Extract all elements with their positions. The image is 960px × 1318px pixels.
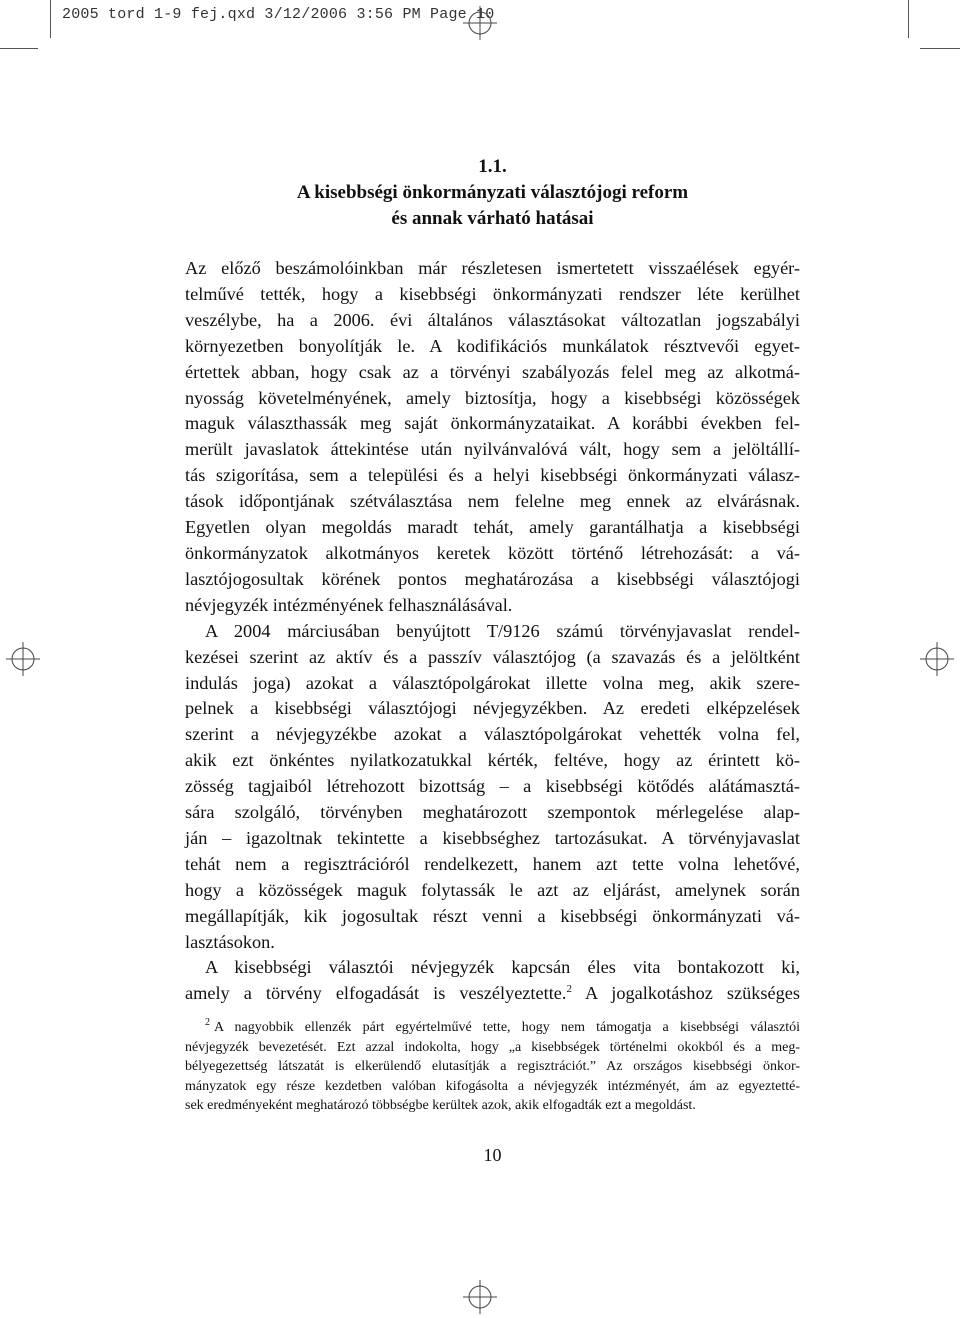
paragraph2-line: kezései szerint az aktív és a passzív választójog (a szavazás és a jelöltként (185, 646, 800, 667)
footnote-text: bélyegezettség látszatát is elkerülendő elutasítják a regisztrációt.” Az országos kisebbségi önkor- (185, 1059, 800, 1075)
section-number: 1.1. (478, 156, 507, 177)
paragraph2-line: megállapítják, kik jogosultak részt venni a kisebbségi önkormányzati vá- (185, 905, 800, 926)
footnote-text: névjegyzék bevezetését. Ezt azzal indokolta, hogy „a kisebbségek történelmi okokból és a meg- (185, 1039, 800, 1055)
paragraph2-line: tehát nem a regisztrációról rendelkezett, hanem azt tette volna lehetővé, (185, 853, 800, 874)
paragraph-1 (185, 256, 800, 619)
paragraph2-line: lasztásokon. (185, 931, 275, 952)
registration-mark-right (920, 642, 954, 676)
paragraph2-line: ján – igazoltnak tekintette a kisebbséghez tartozásukat. A törvényjavaslat (185, 827, 800, 848)
paragraph2-line: sára szolgáló, törvényben meghatározott szempontok mérlegelése alap- (185, 802, 800, 823)
paragraph1-line: veszélybe, ha a 2006. évi általános választásokat változatlan jogszabályi (185, 309, 800, 330)
paragraph1-line: maguk választhassák meg saját önkormányzataikat. A korábbi években fel- (185, 413, 800, 434)
paragraph2-line: akik ezt önkéntes nyilatkozatukkal kérték, feltéve, hogy az érintett kö- (185, 750, 800, 771)
registration-mark-left (6, 642, 40, 676)
paragraph1-line: lasztójogosultak körének pontos meghatározása a kisebbségi választójogi (185, 568, 800, 589)
paragraph1-line: nyosság követelményének, amely biztosítja, hogy a kisebbségi közösségek (185, 387, 800, 408)
footnote-text: A nagyobbik ellenzék párt egyértelművé tette, hogy nem támogatja a kisebbségi választói (214, 1020, 800, 1035)
paragraph1-line: Egyetlen olyan megoldás maradt tehát, amely garantálhatja a kisebbségi (185, 517, 800, 538)
section-title-line-1: A kisebbségi önkormányzati választójogi reform (296, 182, 689, 203)
paragraph-3-text-after: A jogalkotáshoz szükséges (571, 983, 800, 1004)
crop-mark-top-right-h (920, 48, 960, 49)
paragraph-3-line-2 (185, 981, 800, 1007)
paragraph2-line: zösség tagjaiból létrehozott bizottság – a kisebbségi kötődés alátámasztá- (185, 776, 800, 797)
footnote-reference: 2 (566, 983, 572, 996)
footnote-line (185, 1038, 800, 1058)
paragraph2-line: szerint a névjegyzékbe azokat a választópolgárokat vehették volna fel, (185, 724, 800, 745)
paragraph-3 (185, 955, 800, 1007)
footnote-line (185, 1096, 800, 1116)
footnote-text: sek eredményeként meghatározó többségbe kerültek azok, akik elfogadták ezt a megoldást. (185, 1098, 696, 1114)
paragraph1-line: értettek abban, hogy csak az a törvényi szabályozás felel meg az alkotmá- (185, 361, 800, 382)
crop-mark-top-right (908, 0, 909, 38)
file-slug: 2005 tord 1-9 fej.qxd 3/12/2006 3:56 PM Page 10 (62, 6, 495, 23)
paragraph1-line: tás szigorítása, sem a települési és a helyi kisebbségi önkormányzati válasz- (185, 465, 800, 486)
paragraph1-line: névjegyzék intézményének felhasználásával. (185, 594, 513, 615)
footnote (185, 1018, 800, 1116)
paragraph2-line: indulás joga) azokat a választópolgárokat illette volna meg, akik szere- (185, 672, 800, 693)
registration-mark-bottom (463, 1280, 497, 1314)
body-text (185, 256, 800, 1007)
footnote-text: mányzatok egy része kezdetben valóban kifogásolta a névjegyzék intézményét, ám az egyeztetté- (185, 1078, 800, 1094)
section-title-line-2: és annak várható hatásai (391, 208, 594, 229)
page-number: 10 (483, 1145, 502, 1165)
paragraph1-line: környezetben bonyolítják le. A kodifikációs munkálatok résztvevői egyet- (185, 335, 800, 356)
paragraph-2 (185, 619, 800, 956)
paragraph1-line: Az előző beszámolóinkban már részletesen ismertetett visszaélések egyér- (185, 258, 800, 278)
footnote-line (185, 1057, 800, 1077)
paragraph2-line: pelnek a kisebbségi választójogi névjegyzékben. Az eredeti elképzelések (185, 698, 800, 719)
crop-mark-top-left (50, 0, 51, 38)
paragraph2-line: A 2004 márciusában benyújtott T/9126 számú törvényjavaslat rendel- (205, 620, 800, 641)
footnote-number: 2 (205, 1017, 210, 1029)
paragraph2-line: hogy a közösségek maguk folytassák le azt az eljárást, amelynek során (185, 879, 800, 900)
section-heading (185, 154, 800, 232)
paragraph1-line: telművé tették, hogy a kisebbségi önkormányzati rendszer léte kerülhet (185, 283, 800, 304)
registration-mark-top (463, 6, 497, 40)
footnote-line (185, 1077, 800, 1097)
paragraph1-line: tások időpontjának szétválasztása nem felelne meg ennek az elvárásnak. (185, 491, 800, 512)
paragraph1-line: önkormányzatok alkotmányos keretek között történő létrehozását: a vá- (185, 542, 800, 563)
paragraph-3-line-1: A kisebbségi választói névjegyzék kapcsán éles vita bontakozott ki, (205, 957, 800, 978)
crop-mark-top-left-h (0, 48, 38, 49)
footnote-line (185, 1018, 800, 1038)
paragraph1-line: merült javaslatok áttekintése után nyilvánvalóvá vált, hogy sem a jelöltállí- (185, 439, 800, 460)
paragraph-3-text: amely a törvény elfogadását is veszélyeztette. (185, 983, 567, 1004)
